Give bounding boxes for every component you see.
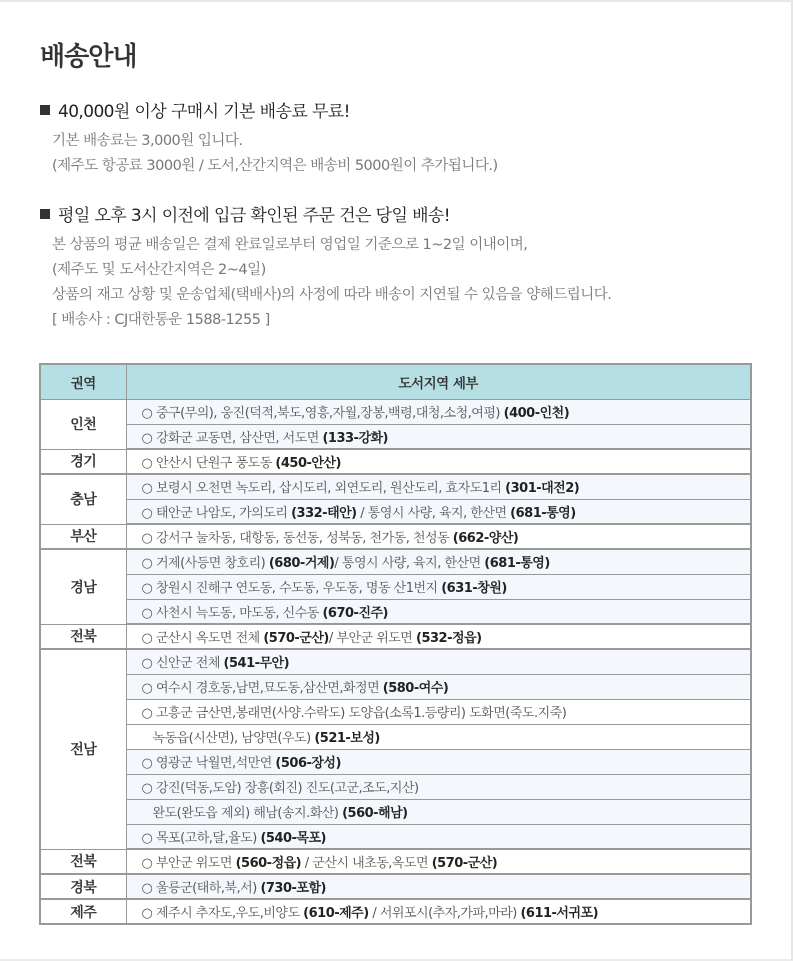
detail-cell xyxy=(126,874,751,899)
detail-text: ○ 사천시 늑도동, 마도동, 신수동 xyxy=(141,605,323,621)
detail-cell xyxy=(126,674,751,699)
postal-code: (400-인천) xyxy=(503,406,570,421)
detail-cell xyxy=(126,474,751,499)
table-row xyxy=(40,674,751,699)
detail-text: ○ 제주시 추자도,우도,비양도 xyxy=(141,906,304,921)
postal-code: (560-정읍) xyxy=(235,856,302,871)
detail-cell xyxy=(126,724,751,749)
detail-text: ○ 강화군 교동면, 삼산면, 서도면 xyxy=(141,430,323,446)
region-cell: 부산 xyxy=(40,524,126,549)
postal-code: (570-군산) xyxy=(263,631,329,646)
table-header-row xyxy=(40,364,751,399)
postal-code: (730-포함) xyxy=(260,881,326,896)
region-cell: 경남 xyxy=(40,549,126,624)
region-cell: 제주 xyxy=(40,899,126,924)
detail-cell xyxy=(126,699,751,724)
detail-text: ○ 신안군 전체 xyxy=(141,656,224,672)
table-row xyxy=(40,624,751,649)
detail-cell xyxy=(126,599,751,624)
heading-text: 평일 오후 3시 이전에 입금 확인된 주문 건은 당일 배송! xyxy=(58,206,450,226)
square-bullet-icon xyxy=(40,209,50,219)
postal-code: (681-통영) xyxy=(510,505,576,521)
postal-code: (521-보성) xyxy=(314,731,380,746)
detail-cell xyxy=(126,774,751,799)
region-cell: 인천 xyxy=(40,399,126,449)
postal-code: (670-진주) xyxy=(322,605,388,621)
postal-code: (541-무안) xyxy=(223,656,290,672)
table-row xyxy=(40,849,751,874)
detail-text: ○ 태안군 나암도, 가의도리 xyxy=(141,505,292,521)
postal-code: (332-태안) xyxy=(291,505,357,521)
table-row xyxy=(40,474,751,499)
detail-text: ○ 강서구 눌차동, 대항동, 동선동, 성북동, 천가동, 천성동 xyxy=(141,531,453,546)
postal-code: (532-정읍) xyxy=(416,631,482,646)
detail-text: 완도(완도읍 제외) 해남(송지.화산) xyxy=(152,806,343,821)
postal-code: (680-거제) xyxy=(268,556,335,572)
detail-text: / 군산시 내초동,옥도면 xyxy=(301,856,432,871)
page-title: 배송안내 xyxy=(40,42,137,72)
desc-line: [ 배송사 : CJ대한통운 1588-1255 ] xyxy=(52,312,270,328)
table-row xyxy=(40,724,751,749)
postal-code: (133-강화) xyxy=(322,430,388,446)
table-row xyxy=(40,449,751,474)
detail-text: ○ 군산시 옥도면 전체 xyxy=(141,631,264,646)
detail-text: ○ 부안군 위도면 xyxy=(141,856,236,871)
desc-line: 기본 배송료는 3,000원 입니다. xyxy=(52,133,243,149)
island-regions-table xyxy=(39,363,752,925)
detail-cell xyxy=(126,499,751,524)
detail-text: 녹동읍(시산면), 남양면(우도) xyxy=(152,731,315,746)
postal-code: (560-해남) xyxy=(342,806,408,821)
table-row xyxy=(40,774,751,799)
postal-code: (611-서귀포) xyxy=(520,906,599,921)
postal-code: (681-통영) xyxy=(484,556,550,572)
detail-text: / 부안군 위도면 xyxy=(328,631,416,646)
detail-text: ○ 거제(사등면 창호리) xyxy=(141,556,269,572)
detail-text: ○ 안산시 단원구 풍도동 xyxy=(141,456,276,471)
detail-cell xyxy=(126,749,751,774)
table-row xyxy=(40,649,751,674)
header-region: 권역 xyxy=(40,364,126,399)
postal-code: (631-창원) xyxy=(441,581,507,596)
detail-text: ○ 목포(고하,달,율도) xyxy=(141,830,261,846)
desc-line: (제주도 항공료 3000원 / 도서,산간지역은 배송비 5000원이 추가됩니다.) xyxy=(52,158,498,174)
postal-code: (506-장성) xyxy=(275,756,341,771)
table-row xyxy=(40,899,751,924)
region-cell: 충남 xyxy=(40,474,126,524)
detail-text: / 통영시 사량, 육지, 한산면 xyxy=(356,505,511,521)
postal-code: (450-안산) xyxy=(275,456,341,471)
detail-text: ○ 보령시 오천면 녹도리, 삽시도리, 외연도리, 원산도리, 효자도1리 xyxy=(141,481,506,497)
delivery-time-description xyxy=(52,233,611,333)
detail-text: ○ 울릉군(태하,북,서) xyxy=(141,881,261,896)
detail-cell xyxy=(126,849,751,874)
detail-cell xyxy=(126,899,751,924)
desc-line: (제주도 및 도서산간지역은 2~4일) xyxy=(52,262,266,278)
detail-text: ○ 여수시 경호동,남면,묘도동,삼산면,화정면 xyxy=(141,681,383,696)
header-detail: 도서지역 세부 xyxy=(126,364,751,399)
detail-cell xyxy=(126,549,751,574)
postal-code: (662-양산) xyxy=(452,531,519,546)
detail-cell xyxy=(126,649,751,674)
detail-text: ○ 고흥군 금산면,봉래면(사양.수락도) 도양읍(소록1.등량리) 도화면(죽도.지죽) xyxy=(141,706,567,721)
postal-code: (570-군산) xyxy=(431,856,498,871)
detail-cell xyxy=(126,574,751,599)
detail-text: ○ 강진(덕동,도암) 장흥(회진) 진도(고군,조도,지산) xyxy=(141,781,419,796)
table-row xyxy=(40,874,751,899)
square-bullet-icon xyxy=(40,105,50,115)
table-row xyxy=(40,524,751,549)
region-cell: 전남 xyxy=(40,649,126,849)
postal-code: (540-목포) xyxy=(260,830,326,846)
region-cell: 전북 xyxy=(40,624,126,649)
detail-cell xyxy=(126,624,751,649)
postal-code: (610-제주) xyxy=(303,906,369,921)
table-row xyxy=(40,574,751,599)
table-row xyxy=(40,824,751,849)
table-row xyxy=(40,599,751,624)
detail-cell xyxy=(126,399,751,424)
table-row xyxy=(40,699,751,724)
postal-code: (301-대전2) xyxy=(505,481,580,497)
desc-line: 상품의 재고 상황 및 운송업체(택배사)의 사정에 따라 배송이 지연될 수 있음을 양해드립니다. xyxy=(52,287,612,303)
desc-line: 본 상품의 평균 배송일은 결제 완료일로부터 영업일 기준으로 1~2일 이내이며, xyxy=(52,237,528,253)
table-row xyxy=(40,799,751,824)
detail-text: ○ 창원시 진해구 연도동, 수도동, 우도동, 명동 산1번지 xyxy=(141,581,442,596)
detail-cell xyxy=(126,524,751,549)
detail-text: / 통영시 사량, 육지, 한산면 xyxy=(334,556,485,572)
heading-text: 40,000원 이상 구매시 기본 배송료 무료! xyxy=(58,102,350,122)
table-row xyxy=(40,549,751,574)
detail-text: / 서위포시(추자,가파,마라) xyxy=(368,906,521,921)
table-row xyxy=(40,424,751,449)
detail-text: ○ 영광군 낙월면,석만연 xyxy=(141,756,276,771)
detail-text: ○ 중구(무의), 웅진(덕적,북도,영흥,자월,장봉,백령,대청,소청,여평) xyxy=(141,406,504,421)
detail-cell xyxy=(126,424,751,449)
region-cell: 전북 xyxy=(40,849,126,874)
free-shipping-heading xyxy=(40,97,350,122)
detail-cell xyxy=(126,449,751,474)
region-cell: 경북 xyxy=(40,874,126,899)
table-row xyxy=(40,399,751,424)
postal-code: (580-여수) xyxy=(382,681,449,696)
same-day-heading xyxy=(40,201,450,226)
shipping-fee-description xyxy=(52,129,498,179)
table-row xyxy=(40,749,751,774)
region-cell: 경기 xyxy=(40,449,126,474)
detail-cell xyxy=(126,824,751,849)
detail-cell xyxy=(126,799,751,824)
table-row xyxy=(40,499,751,524)
